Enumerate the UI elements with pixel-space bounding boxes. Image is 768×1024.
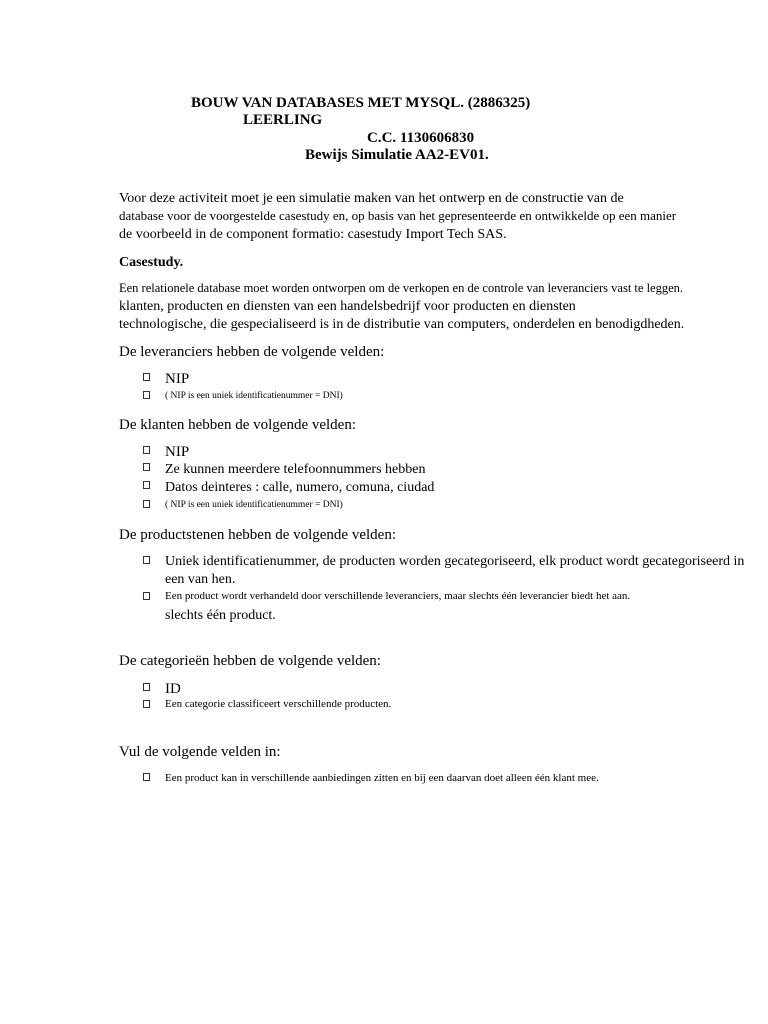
- categories-item-note: Een categorie classificeert verschillende producten.: [165, 698, 392, 710]
- customers-item-phones: Ze kunnen meerdere telefoonnummers hebben: [165, 462, 426, 477]
- products-item-1-line-1: Uniek identificatienummer, de producten worden gecategoriseerd, elk product wordt gecategoriseerd in: [165, 554, 745, 569]
- bullet-box-icon: [143, 391, 150, 399]
- categories-heading: De categorieën hebben de volgende velden:: [119, 653, 381, 669]
- fill-in-heading: Vul de volgende velden in:: [119, 744, 281, 760]
- bullet-box-icon: [143, 556, 150, 564]
- bullet-box-icon: [143, 373, 150, 381]
- intro-line-1: Voor deze activiteit moet je een simulatie maken van het ontwerp en de constructie van de: [119, 191, 624, 206]
- title-student-label: LEERLING: [243, 112, 323, 128]
- bullet-box-icon: [143, 446, 150, 454]
- products-item-1-line-2: een van hen.: [165, 572, 236, 587]
- title-evidence: Bewijs Simulatie AA2-EV01.: [305, 147, 489, 163]
- bullet-box-icon: [143, 700, 150, 708]
- bullet-box-icon: [143, 773, 150, 781]
- customers-item-address: Datos deinteres : calle, numero, comuna, ciudad: [165, 480, 435, 495]
- bullet-box-icon: [143, 500, 150, 508]
- title-id-number: C.C. 1130606830: [367, 130, 475, 146]
- products-item-2-continued: slechts één product.: [165, 608, 276, 623]
- bullet-box-icon: [143, 481, 150, 489]
- bullet-box-icon: [143, 683, 150, 691]
- fill-in-item-1: Een product kan in verschillende aanbiedingen zitten en bij een daarvan doet alleen één klant mee.: [165, 772, 599, 784]
- suppliers-item-note: ( NIP is een uniek identificatienummer = DNI): [165, 391, 343, 401]
- customers-heading: De klanten hebben de volgende velden:: [119, 417, 356, 433]
- casestudy-line-1: Een relationele database moet worden ontworpen om de verkopen en de controle van leveranciers vast te leggen.: [119, 281, 684, 295]
- customers-item-nip: NIP: [165, 444, 190, 460]
- casestudy-line-3: technologische, die gespecialiseerd is in de distributie van computers, onderdelen en benodigdheden.: [119, 317, 685, 332]
- products-item-2: Een product wordt verhandeld door verschillende leveranciers, maar slechts één leverancier biedt het aan.: [165, 590, 631, 602]
- customers-item-note: ( NIP is een uniek identificatienummer = DNI): [165, 500, 343, 510]
- categories-item-id: ID: [165, 681, 181, 697]
- title-course: BOUW VAN DATABASES MET MYSQL. (2886325): [191, 95, 531, 111]
- casestudy-line-2: klanten, producten en diensten van een handelsbedrijf voor producten en diensten: [119, 299, 576, 314]
- casestudy-heading: Casestudy.: [119, 255, 184, 270]
- products-heading: De productstenen hebben de volgende velden:: [119, 527, 396, 543]
- suppliers-item-nip: NIP: [165, 371, 190, 387]
- suppliers-heading: De leveranciers hebben de volgende velden:: [119, 344, 385, 360]
- intro-line-3: de voorbeeld in de component formatio: casestudy Import Tech SAS.: [119, 227, 507, 242]
- bullet-box-icon: [143, 592, 150, 600]
- intro-line-2: database voor de voorgestelde casestudy en, op basis van het gepresenteerde en ontwikkelde op een manier: [119, 208, 677, 223]
- bullet-box-icon: [143, 463, 150, 471]
